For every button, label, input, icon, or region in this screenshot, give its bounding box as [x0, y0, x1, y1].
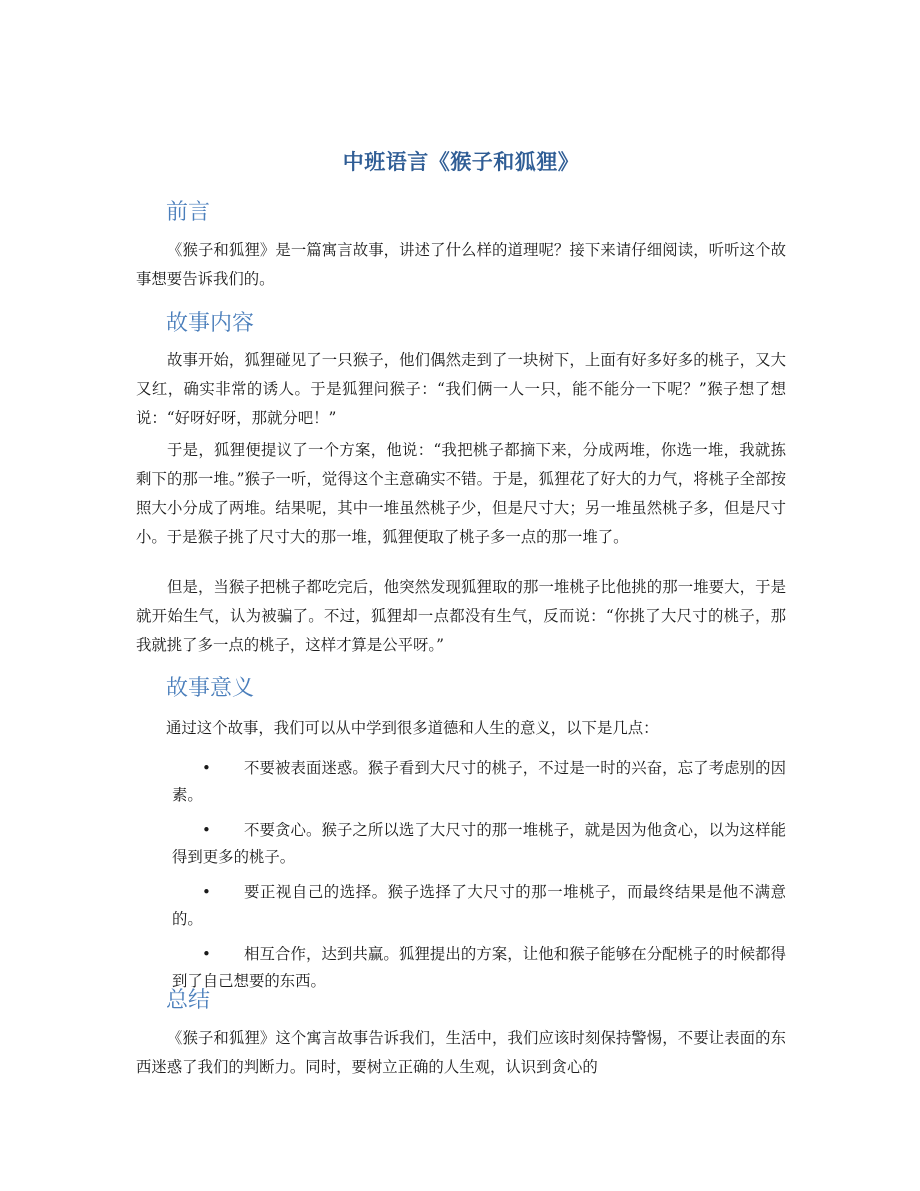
bullet-icon: • [202, 821, 211, 839]
list-item [172, 941, 786, 995]
list-item [172, 817, 786, 871]
heading-story: 故事内容 [166, 311, 255, 336]
story-paragraph-2: 于是，狐狸便提议了一个方案，他说：“我把桃子都摘下来，分成两堆，你选一堆，我就拣剩下的那一堆。”猴子一听，觉得这个主意确实不错。于是，狐狸花了好大的力气，将桃子全部按照大小分成了两堆。结果呢，其中一堆虽然桃子少，但是尺寸大；另一堆虽然桃子多，但是尺寸小。于是猴子挑了尺寸大的那一堆，狐狸便取了桃子多一点的那一堆了。 [136, 441, 786, 546]
meaning-list [172, 755, 786, 1003]
heading-summary: 总结 [166, 988, 211, 1013]
list-item-text: 要正视自己的选择。猴子选择了大尺寸的那一堆桃子，而最终结果是他不满意的。 [172, 883, 786, 928]
story-paragraph-3: 但是，当猴子把桃子都吃完后，他突然发现狐狸取的那一堆桃子比他挑的那一堆要大，于是就开始生气，认为被骗了。不过，狐狸却一点都没有生气，反而说：“你挑了大尺寸的桃子，那我就挑了多一点的桃子，这样才算是公平呀。” [136, 578, 786, 654]
page-title: 中班语言《猴子和狐狸》 [342, 150, 580, 174]
list-item-text: 相互合作，达到共赢。狐狸提出的方案，让他和猴子能够在分配桃子的时候都得到了自己想要的东西。 [172, 945, 786, 990]
list-item [172, 879, 786, 933]
story-paragraph-1: 故事开始，狐狸碰见了一只猴子，他们偶然走到了一块树下，上面有好多好多的桃子，又大又红，确实非常的诱人。于是狐狸问猴子：“我们俩一人一只，能不能分一下呢？”猴子想了想说：“好呀好呀，那就分吧！” [136, 351, 786, 427]
bullet-icon: • [202, 945, 211, 963]
bullet-icon: • [202, 759, 211, 777]
heading-meaning: 故事意义 [166, 676, 255, 701]
list-item-text: 不要被表面迷惑。猴子看到大尺寸的桃子，不过是一时的兴奋，忘了考虑别的因素。 [172, 759, 786, 804]
list-item [172, 755, 786, 809]
summary-paragraph: 《猴子和狐狸》这个寓言故事告诉我们，生活中，我们应该时刻保持警惕，不要让表面的东西迷惑了我们的判断力。同时，要树立正确的人生观，认识到贪心的 [136, 1029, 786, 1076]
bullet-icon: • [202, 883, 211, 901]
heading-preface: 前言 [166, 200, 211, 225]
meaning-intro: 通过这个故事，我们可以从中学到很多道德和人生的意义，以下是几点： [166, 719, 659, 737]
preface-paragraph: 《猴子和狐狸》是一篇寓言故事，讲述了什么样的道理呢？接下来请仔细阅读，听听这个故事想要告诉我们的。 [136, 241, 786, 288]
list-item-text: 不要贪心。猴子之所以选了大尺寸的那一堆桃子，就是因为他贪心，以为这样能得到更多的桃子。 [172, 821, 786, 866]
